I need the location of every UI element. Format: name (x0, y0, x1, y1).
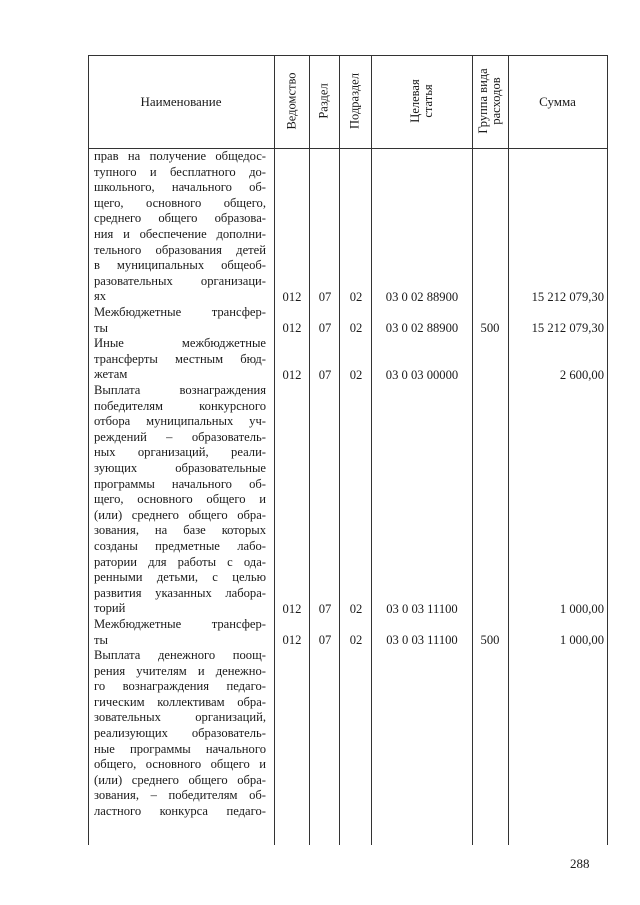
name-line: ластного конкурса педаго- (94, 803, 266, 818)
name-line: рения учителям и денежно- (94, 663, 266, 678)
name-line: гическим коллективам обра- (94, 694, 266, 709)
row-2-name (94, 305, 266, 336)
name-line: отбора муниципальных уч- (94, 414, 266, 429)
name-line: в муниципальных общеоб- (94, 258, 266, 273)
name-line: жетам (94, 367, 128, 382)
name-line: победителям конкурсного (94, 398, 266, 413)
name-line: Межбюджетные трансфер- (94, 305, 266, 319)
row-5-gruppa: 500 (480, 633, 500, 647)
row-4-summa: 1 000,00 (559, 602, 604, 616)
row-3-razdel: 07 (318, 368, 332, 382)
row-3-summa: 2 600,00 (559, 368, 604, 382)
row-5-podrazdel: 02 (349, 633, 363, 647)
row-4-ved: 012 (282, 602, 302, 616)
col-divider (371, 55, 372, 845)
name-line: ты (94, 320, 108, 335)
row-4-razdel: 07 (318, 602, 332, 616)
col-divider (274, 55, 275, 845)
header-celevaya-line1: Целевая (408, 79, 422, 123)
header-podrazdel: Подраздел (347, 73, 362, 129)
name-line: Выплата вознаграждения (94, 383, 266, 397)
table-right-border (607, 55, 608, 845)
col-divider (339, 55, 340, 845)
header-celevaya-line2: статья (421, 84, 435, 118)
header-gruppa-line1: Группа вида (476, 68, 490, 134)
row-2-podrazdel: 02 (349, 321, 363, 335)
page-number: 288 (570, 856, 590, 871)
row-5-summa: 1 000,00 (559, 633, 604, 647)
row-1-ved: 012 (282, 290, 302, 304)
row-3-celevaya: 03 0 03 00000 (385, 368, 459, 382)
name-line: щего, основного общего, (94, 195, 266, 210)
name-line: ния и обеспечение дополни- (94, 226, 266, 241)
col-divider (472, 55, 473, 845)
header-ved: Ведомство (284, 72, 299, 130)
col-divider (309, 55, 310, 845)
name-line: прав на получение общедос- (94, 149, 266, 163)
table-left-border (88, 55, 89, 845)
name-line: трансферты местным бюд- (94, 351, 266, 366)
row-6-name (94, 648, 266, 820)
col-divider (508, 55, 509, 845)
name-line: тельного образования детей (94, 242, 266, 257)
name-line: ты (94, 632, 108, 647)
row-1-podrazdel: 02 (349, 290, 363, 304)
row-1-razdel: 07 (318, 290, 332, 304)
row-5-razdel: 07 (318, 633, 332, 647)
name-line: школьного, начального об- (94, 180, 266, 195)
row-5-ved: 012 (282, 633, 302, 647)
row-2-razdel: 07 (318, 321, 332, 335)
name-line: реализующих образователь- (94, 725, 266, 740)
table-top-border (88, 55, 608, 56)
name-line: реждений – образователь- (94, 429, 266, 444)
name-line: ные программы начального (94, 741, 266, 756)
row-3-name (94, 336, 266, 383)
header-celevaya (409, 79, 435, 122)
name-line: созданы предметные лабо- (94, 538, 266, 553)
row-4-celevaya: 03 0 03 11100 (386, 602, 458, 616)
name-line: Иные межбюджетные (94, 336, 266, 350)
name-line: разовательных организаци- (94, 273, 266, 288)
row-1-summa: 15 212 079,30 (531, 290, 604, 304)
name-line: программы начального об- (94, 476, 266, 491)
row-2-gruppa: 500 (480, 321, 500, 335)
row-2-ved: 012 (282, 321, 302, 335)
name-line: ренными детьми, с целью (94, 570, 266, 585)
header-gruppa-line2: расходов (489, 77, 503, 125)
row-5-celevaya: 03 0 03 11100 (386, 633, 458, 647)
name-line: зовательных организаций, (94, 710, 266, 725)
name-line: общего, основного общего и (94, 757, 266, 772)
name-line: Выплата денежного поощ- (94, 648, 266, 662)
header-razdel: Раздел (316, 83, 331, 119)
row-5-name (94, 617, 266, 648)
name-line: ных организаций, реали- (94, 445, 266, 460)
row-3-ved: 012 (282, 368, 302, 382)
name-line: го вознаграждения педаго- (94, 679, 266, 694)
name-line: среднего общего образова- (94, 211, 266, 226)
row-4-name (94, 383, 266, 617)
row-2-celevaya: 03 0 02 88900 (385, 321, 459, 335)
row-2-summa: 15 212 079,30 (531, 321, 604, 335)
name-line: ратории для работы с ода- (94, 554, 266, 569)
header-name: Наименование (140, 94, 222, 109)
name-line: зования, – победителям об- (94, 788, 266, 803)
row-1-name (94, 149, 266, 305)
name-line: развития указанных лабора- (94, 585, 266, 600)
row-3-podrazdel: 02 (349, 368, 363, 382)
row-4-podrazdel: 02 (349, 602, 363, 616)
name-line: (или) среднего общего обра- (94, 507, 266, 522)
name-line: Межбюджетные трансфер- (94, 617, 266, 631)
name-line: зующих образовательные (94, 460, 266, 475)
header-gruppa (477, 68, 503, 133)
name-line: зования, на базе которых (94, 523, 266, 538)
name-line: торий (94, 601, 126, 616)
row-1-celevaya: 03 0 02 88900 (385, 290, 459, 304)
name-line: (или) среднего общего обра- (94, 772, 266, 787)
name-line: ях (94, 289, 107, 304)
name-line: щего, основного общего и (94, 492, 266, 507)
name-line: тупного и бесплатного до- (94, 164, 266, 179)
header-summa: Сумма (539, 94, 576, 109)
